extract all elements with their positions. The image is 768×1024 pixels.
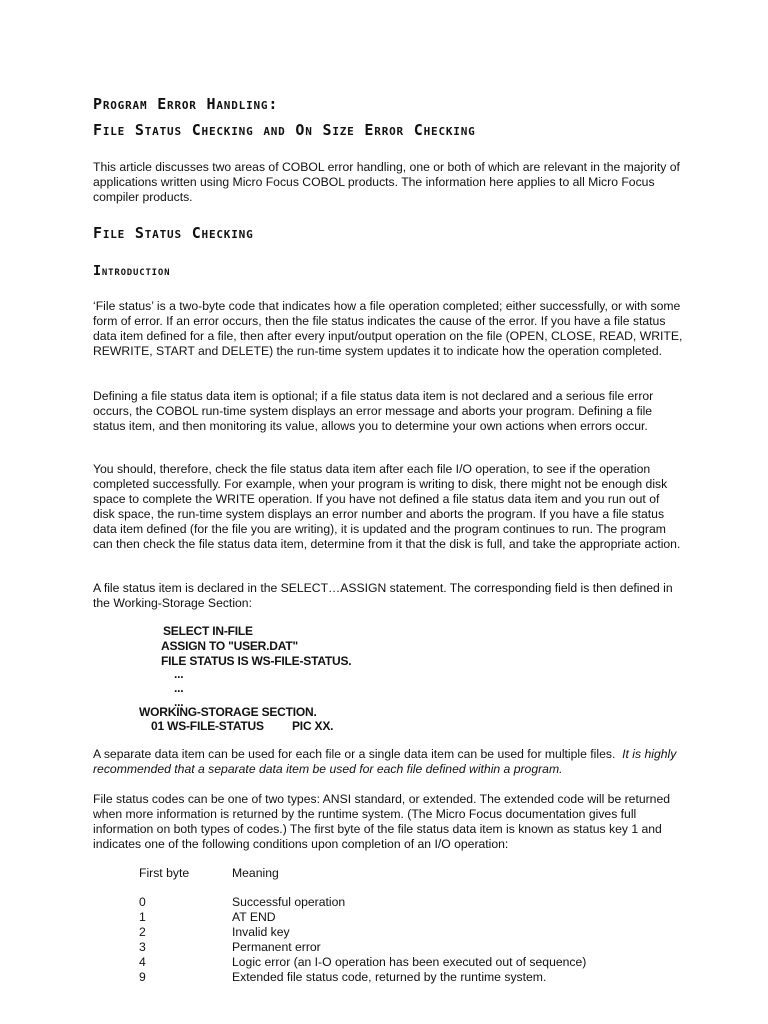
paragraph-declaration: A file status item is declared in the SELECT…ASSIGN statement. The corresponding field is then defined in the Working-Storage Section: (93, 581, 673, 610)
separate-text: A separate data item can be used for each file or a single data item can be used for multiple files. (93, 747, 616, 761)
code-line: ... (174, 667, 184, 681)
status-code: 3 (139, 940, 146, 954)
paragraph-separate (93, 747, 683, 777)
status-meaning: Successful operation (232, 895, 346, 909)
code-line: 01 WS-FILE-STATUS (151, 719, 264, 733)
code-line: SELECT IN-FILE (163, 624, 253, 638)
status-code: 9 (139, 970, 146, 984)
column-header-meaning: Meaning (232, 866, 279, 880)
document-title: Program Error Handling: (93, 95, 279, 113)
code-line: ... (174, 681, 184, 695)
status-code: 1 (139, 910, 146, 924)
status-code: 2 (139, 925, 146, 939)
code-line: WORKING-STORAGE SECTION. (139, 705, 317, 719)
paragraph-defining: Defining a file status data item is optional; if a file status data item is not declared and a serious file error occurs, the COBOL run-time system displays an error message and aborts your program. Defining a file status item, and then monitoring its value, allows you to determine your own actions when errors occur. (93, 389, 654, 433)
paragraph-status-codes: File status codes can be one of two types: ANSI standard, or extended. The extended code will be returned when more information is returned by the runtime system. (The Micro Focus documentation gives full information on both types of codes.) The first byte of the file status data item is known as status key 1 and indicates one of the following conditions upon completion of an I/O operation: (93, 792, 671, 851)
code-line: PIC XX. (292, 719, 334, 733)
code-line: ASSIGN TO "USER.DAT" (161, 639, 298, 653)
status-meaning: AT END (232, 910, 276, 924)
status-meaning: Logic error (an I-O operation has been executed out of sequence) (232, 955, 587, 969)
code-line: ... (174, 695, 184, 709)
status-meaning: Permanent error (232, 940, 321, 954)
subsection-heading: Introduction (93, 263, 171, 279)
intro-paragraph: This article discusses two areas of COBOL error handling, one or both of which are relevant in the majority of applications written using Micro Focus COBOL products. The information here applies to all Micro Focus compiler products. (93, 160, 680, 204)
section-heading: File Status Checking (93, 224, 254, 242)
paragraph-file-status: ‘File status’ is a two-byte code that indicates how a file operation completed; either successfully, or with some form of error. If an error occurs, then the file status indicates the cause of the error. If you have a file status data item defined for a file, then after every input/output operation on the file (OPEN, CLOSE, READ, WRITE, REWRITE, START and DELETE) the run-time system updates it to indicate how the operation completed. (93, 299, 683, 358)
paragraph-checking: You should, therefore, check the file status data item after each file I/O operation, to see if the operation completed successfully. For example, when your program is writing to disk, there might not be enough disk space to complete the WRITE operation. If you have not defined a file status data item and you run out of disk space, the run-time system displays an error number and aborts the program. If you have a file status data item defined (for the file you are writing), it is updated and the program continues to run. The program can then check the file status data item, determine from it that the disk is full, and take the appropriate action. (93, 462, 681, 551)
code-line: FILE STATUS IS WS-FILE-STATUS. (161, 654, 352, 668)
status-code: 4 (139, 955, 146, 969)
status-meaning: Extended file status code, returned by the runtime system. (232, 970, 547, 984)
status-meaning: Invalid key (232, 925, 290, 939)
status-code: 0 (139, 895, 146, 909)
column-header-first-byte: First byte (139, 866, 190, 880)
document-subtitle: File Status Checking and On Size Error Checking (93, 121, 476, 139)
recommendation-text: It is highly recommended that a separate data item be used for each file defined within a program. (93, 747, 677, 776)
